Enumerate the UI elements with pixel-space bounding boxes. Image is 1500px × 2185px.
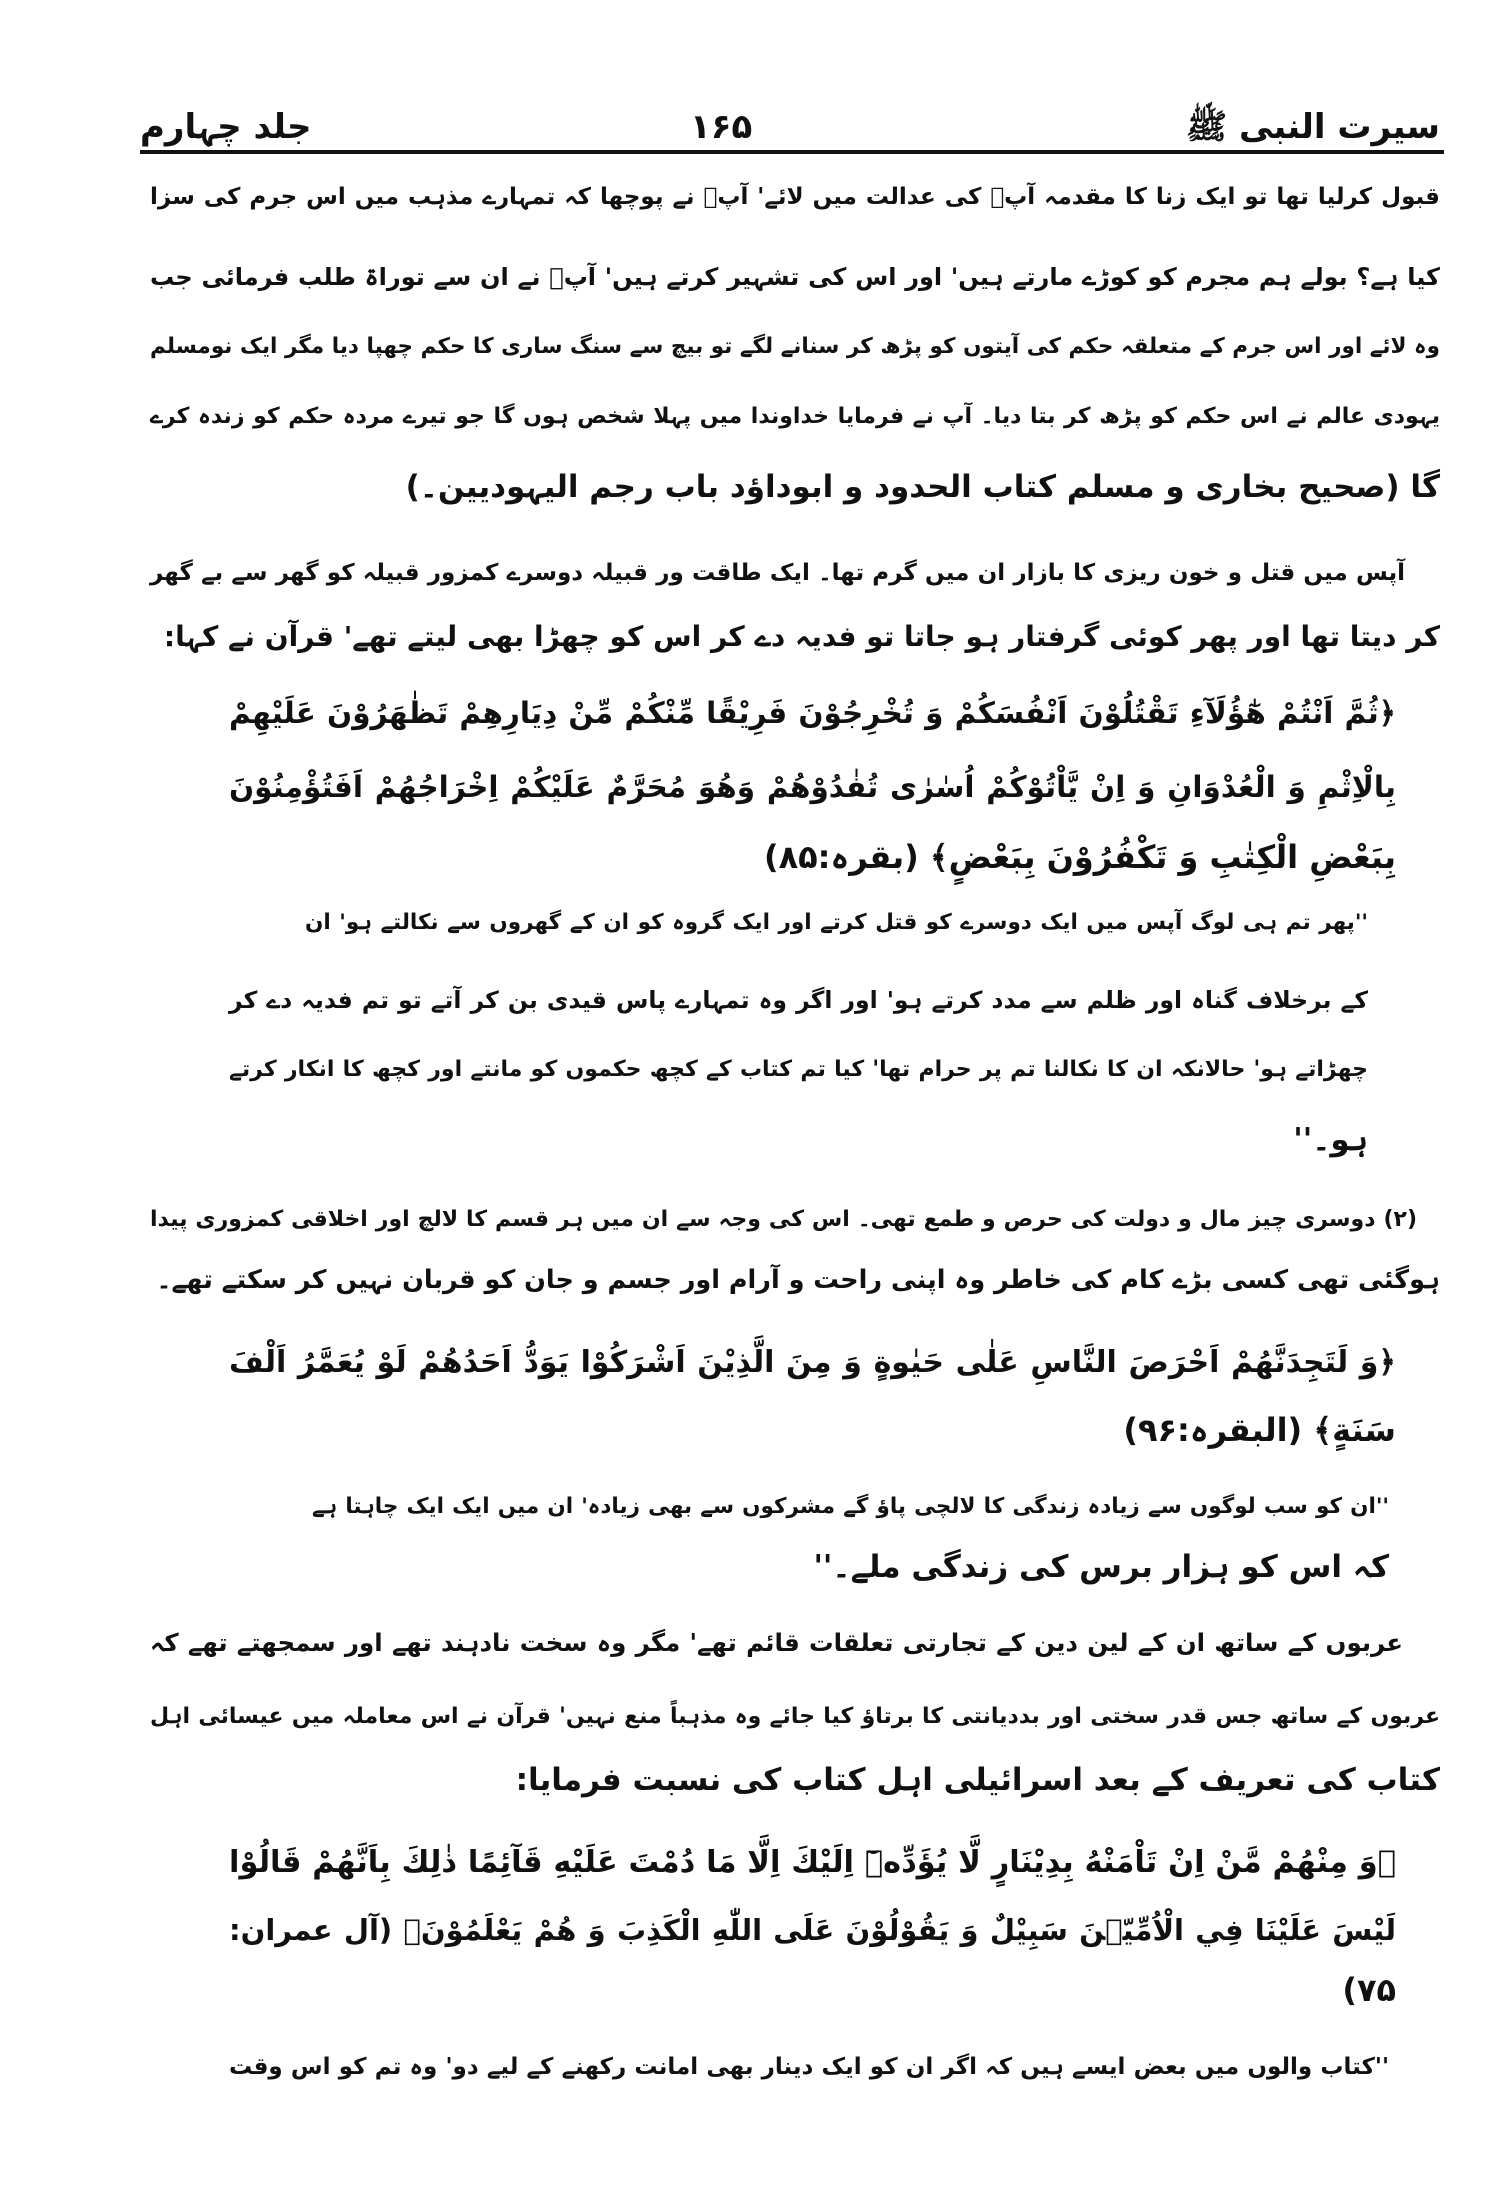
- translation-line: کہ اس کو ہزار برس کی زندگی ملے۔'': [813, 1549, 1389, 1585]
- quran-verse-line: بِالْاِثْمِ وَ الْعُدْوَانِ وَ اِنْ يَّاْتُوْكُمْ اُسٰرٰى تُفٰدُوْهُمْ وَهُوَ مُحَرَّمٌ عَلَيْكُمْ اِخْرَاجُهُمْ اَفَتُؤْمِنُوْنَ: [229, 770, 1396, 804]
- text-line: کر دیتا تھا اور پھر کوئی گرفتار ہو جاتا تو فدیہ دے کر اس کو چھڑا بھی لیتے تھے' قرآن نے کہا:: [163, 620, 1440, 653]
- quran-verse-line: سَنَةٍ﴾ (البقرہ:۹۶): [1123, 1411, 1396, 1449]
- text-line: کیا ہے؟ بولے ہم مجرم کو کوڑے مارتے ہیں' اور اس کی تشہیر کرتے ہیں' آپؐ نے ان سے توراۃ طلب فرمائی جب: [150, 263, 1440, 291]
- translation-line: ''پھر تم ہی لوگ آپس میں ایک دوسرے کو قتل کرتے اور ایک گروہ کو ان کے گھروں سے نکالتے ہو' ان: [305, 910, 1368, 935]
- translation-line: ''کتاب والوں میں بعض ایسے ہیں کہ اگر ان کو ایک دینار بھی امانت رکھنے کے لیے دو' وہ تم کو اس وقت: [229, 2054, 1389, 2080]
- quran-verse-line: ﴿وَ مِنْهُمْ مَّنْ اِنْ تَاْمَنْهُ بِدِيْنَارٍ لَّا يُؤَدِّهٖٓ اِلَيْكَ اِلَّا مَا دُمْتَ عَلَيْهِ قَآئِمًا ذٰلِكَ بِاَنَّهُمْ قَالُوْا: [229, 1845, 1396, 1880]
- quran-verse-line: ﴿ثُمَّ اَنْتُمْ هٰٓؤُلَآءِ تَقْتُلُوْنَ اَنْفُسَكُمْ وَ تُخْرِجُوْنَ فَرِيْقًا مِّنْكُمْ مِّنْ دِيَارِهِمْ تَظٰهَرُوْنَ عَلَيْهِمْ: [229, 696, 1396, 730]
- page-number: ۱۶۵: [690, 107, 753, 147]
- quran-verse-line: بِبَعْضِ الْكِتٰبِ وَ تَكْفُرُوْنَ بِبَعْضٍ﴾ (بقرہ:۸۵): [763, 838, 1396, 876]
- text-line: کتاب کی تعریف کے بعد اسرائیلی اہل کتاب کی نسبت فرمایا:: [515, 1762, 1440, 1798]
- paragraph-start: (۲) دوسری چیز مال و دولت کی حرص و طمع تھی۔ اس کی وجہ سے ان میں ہر قسم کا لالچ اور اخلاقی کمزوری پیدا: [150, 1207, 1417, 1232]
- text-line: یہودی عالم نے اس حکم کو پڑھ کر بتا دیا۔ آپ نے فرمایا خداوندا میں پہلا شخص ہوں گا جو تیرے مردہ حکم کو زندہ کرے: [150, 404, 1440, 429]
- paragraph-start: آپس میں قتل و خون ریزی کا بازار ان میں گرم تھا۔ ایک طاقت ور قبیلہ دوسرے کمزور قبیلہ کو گھر سے بے گھر: [150, 560, 1405, 586]
- translation-line: ''ان کو سب لوگوں سے زیادہ زندگی کا لالچی پاؤ گے مشرکوں سے بھی زیادہ' ان میں ایک ایک چاہتا ہے: [312, 1494, 1389, 1519]
- translation-line: کے برخلاف گناہ اور ظلم سے مدد کرتے ہو' اور اگر وہ تمہارے پاس قیدی بن کر آتے تو تم فدیہ دے کر: [229, 986, 1368, 1014]
- quran-verse-line: لَيْسَ عَلَيْنَا فِي الْاُمِّيّٖنَ سَبِيْلٌ وَ يَقُوْلُوْنَ عَلَى اللّٰهِ الْكَذِبَ وَ هُمْ يَعْلَمُوْنَ﴾ (آل عمران:: [229, 1913, 1396, 1947]
- translation-line: چھڑاتے ہو' حالانکہ ان کا نکالنا تم پر حرام تھا' کیا تم کتاب کے کچھ حکموں کو مانتے اور کچھ کا انکار کرتے: [229, 1057, 1368, 1082]
- quran-verse-line: ۷۵): [1342, 1971, 1396, 2009]
- header-divider: [140, 150, 1444, 154]
- text-line: عربوں کے ساتھ جس قدر سختی اور بددیانتی کا برتاؤ کیا جائے وہ مذہباً منع نہیں' قرآن نے اس معاملہ میں عیسائی اہل: [150, 1704, 1440, 1729]
- paragraph-start: عربوں کے ساتھ ان کے لین دین کے تجارتی تعلقات قائم تھے' مگر وہ سخت نادہند تھے اور سمجھتے تھے کہ: [150, 1628, 1403, 1657]
- volume-label: جلد چہارم: [140, 107, 312, 147]
- text-line: وہ لائے اور اس جرم کے متعلقہ حکم کی آیتوں کو پڑھ کر سنانے لگے تو بیچ سے سنگ ساری کا حکم چھپا دیا مگر ایک نومسلم: [150, 334, 1440, 359]
- book-title: سیرت النبی ﷺ: [1186, 107, 1440, 147]
- citation-line: گا (صحیح بخاری و مسلم کتاب الحدود و ابوداؤد باب رجم الیہودیین۔): [405, 469, 1440, 505]
- text-line: قبول کرلیا تھا تو ایک زنا کا مقدمہ آپؐ کی عدالت میں لائے' آپؐ نے پوچھا کہ تمہارے مذہب میں اس جرم کی سزا: [150, 184, 1440, 210]
- text-line: ہوگئی تھی کسی بڑے کام کی خاطر وہ اپنی راحت و آرام اور جسم و جان کو قربان نہیں کر سکتے تھے۔: [156, 1265, 1440, 1295]
- translation-line: ہو۔'': [1293, 1122, 1368, 1158]
- quran-verse-line: ﴿وَ لَتَجِدَنَّهُمْ اَحْرَصَ النَّاسِ عَلٰى حَيٰوةٍ وَ مِنَ الَّذِيْنَ اَشْرَكُوْا يَوَدُّ اَحَدُهُمْ لَوْ يُعَمَّرُ اَلْفَ: [229, 1345, 1396, 1380]
